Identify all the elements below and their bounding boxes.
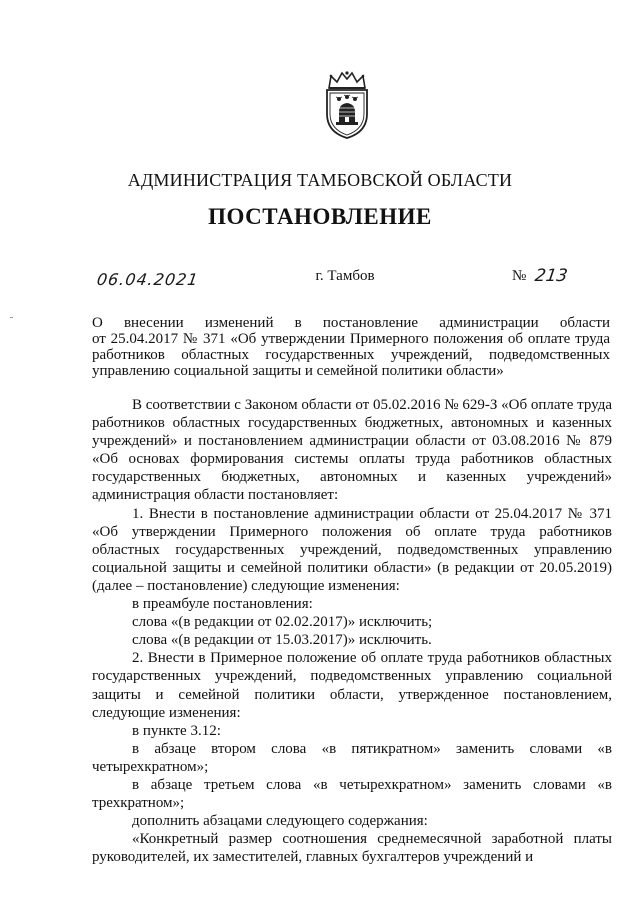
item-2-paragraph: 2. Внести в Примерное положение об оплате труда работников областных государственных учреждений, подведомственных управлению социальной защиты и семейной политики области, утвержденное постановлением, следующие изменения: <box>92 650 612 721</box>
subject-line: от 25.04.2017 № 371 «Об утверждении Примерного положения об оплате труда <box>92 331 610 347</box>
margin-mark <box>10 317 13 318</box>
document-body <box>92 396 612 866</box>
organization-title: АДМИНИСТРАЦИЯ ТАМБОВСКОЙ ОБЛАСТИ <box>127 170 513 190</box>
body-paragraph: в абзаце втором слова «в пятикратном» заменить словами «в четырехкратном»; <box>92 740 612 775</box>
coat-of-arms-icon <box>319 70 375 140</box>
handwritten-number: 213 <box>533 266 569 286</box>
city-label: г. Тамбов <box>315 268 375 284</box>
preamble-paragraph: В соответствии с Законом области от 05.02.2016 № 629-З «Об оплате труда работников областных государственных бюджетных, автономных и казенных учреждений» и постановлением администрации области от 03.08.2016 № 879 «Об основах формирования системы оплаты труда работников областных государственных бюджетных, автономных и казенных учреждений» администрация области постановляет: <box>92 397 612 504</box>
body-line: дополнить абзацами следующего содержания: <box>132 813 428 830</box>
body-paragraph: в абзаце третьем слова «в четырехкратном» заменить словами «в трехкратном»; <box>92 776 612 812</box>
document-subject <box>92 315 610 379</box>
body-line: слова «(в редакции от 15.03.2017)» исключить. <box>132 632 432 649</box>
subject-line: работников областных государственных учреждений, подведомственных <box>92 347 610 363</box>
body-line: слова «(в редакции от 02.02.2017)» исключить; <box>132 614 433 631</box>
item-1-paragraph: 1. Внести в постановление администрации области от 25.04.2017 № 371 «Об утверждении Примерного положения об оплате труда работников областных государственных учреждений, подведомственных управлению социальной защиты и семейной политики области» (в редакции от 20.05.2019) (далее – постановление) следующие изменения: <box>92 505 612 594</box>
handwritten-date: 06.04.2021 <box>95 270 200 289</box>
number-label: № <box>512 268 527 284</box>
subject-line: О внесении изменений в постановление администрации области <box>92 315 610 331</box>
document-type-title: ПОСТАНОВЛЕНИЕ <box>208 204 432 229</box>
body-line: в пункте 3.12: <box>132 722 221 739</box>
subject-line: управлению социальной защиты и семейной политики области» <box>92 363 504 379</box>
body-paragraph: «Конкретный размер соотношения среднемесячной заработной платы руководителей, их заместителей, главных бухгалтеров учреждений и <box>92 831 612 866</box>
body-line: в преамбуле постановления: <box>132 596 313 613</box>
